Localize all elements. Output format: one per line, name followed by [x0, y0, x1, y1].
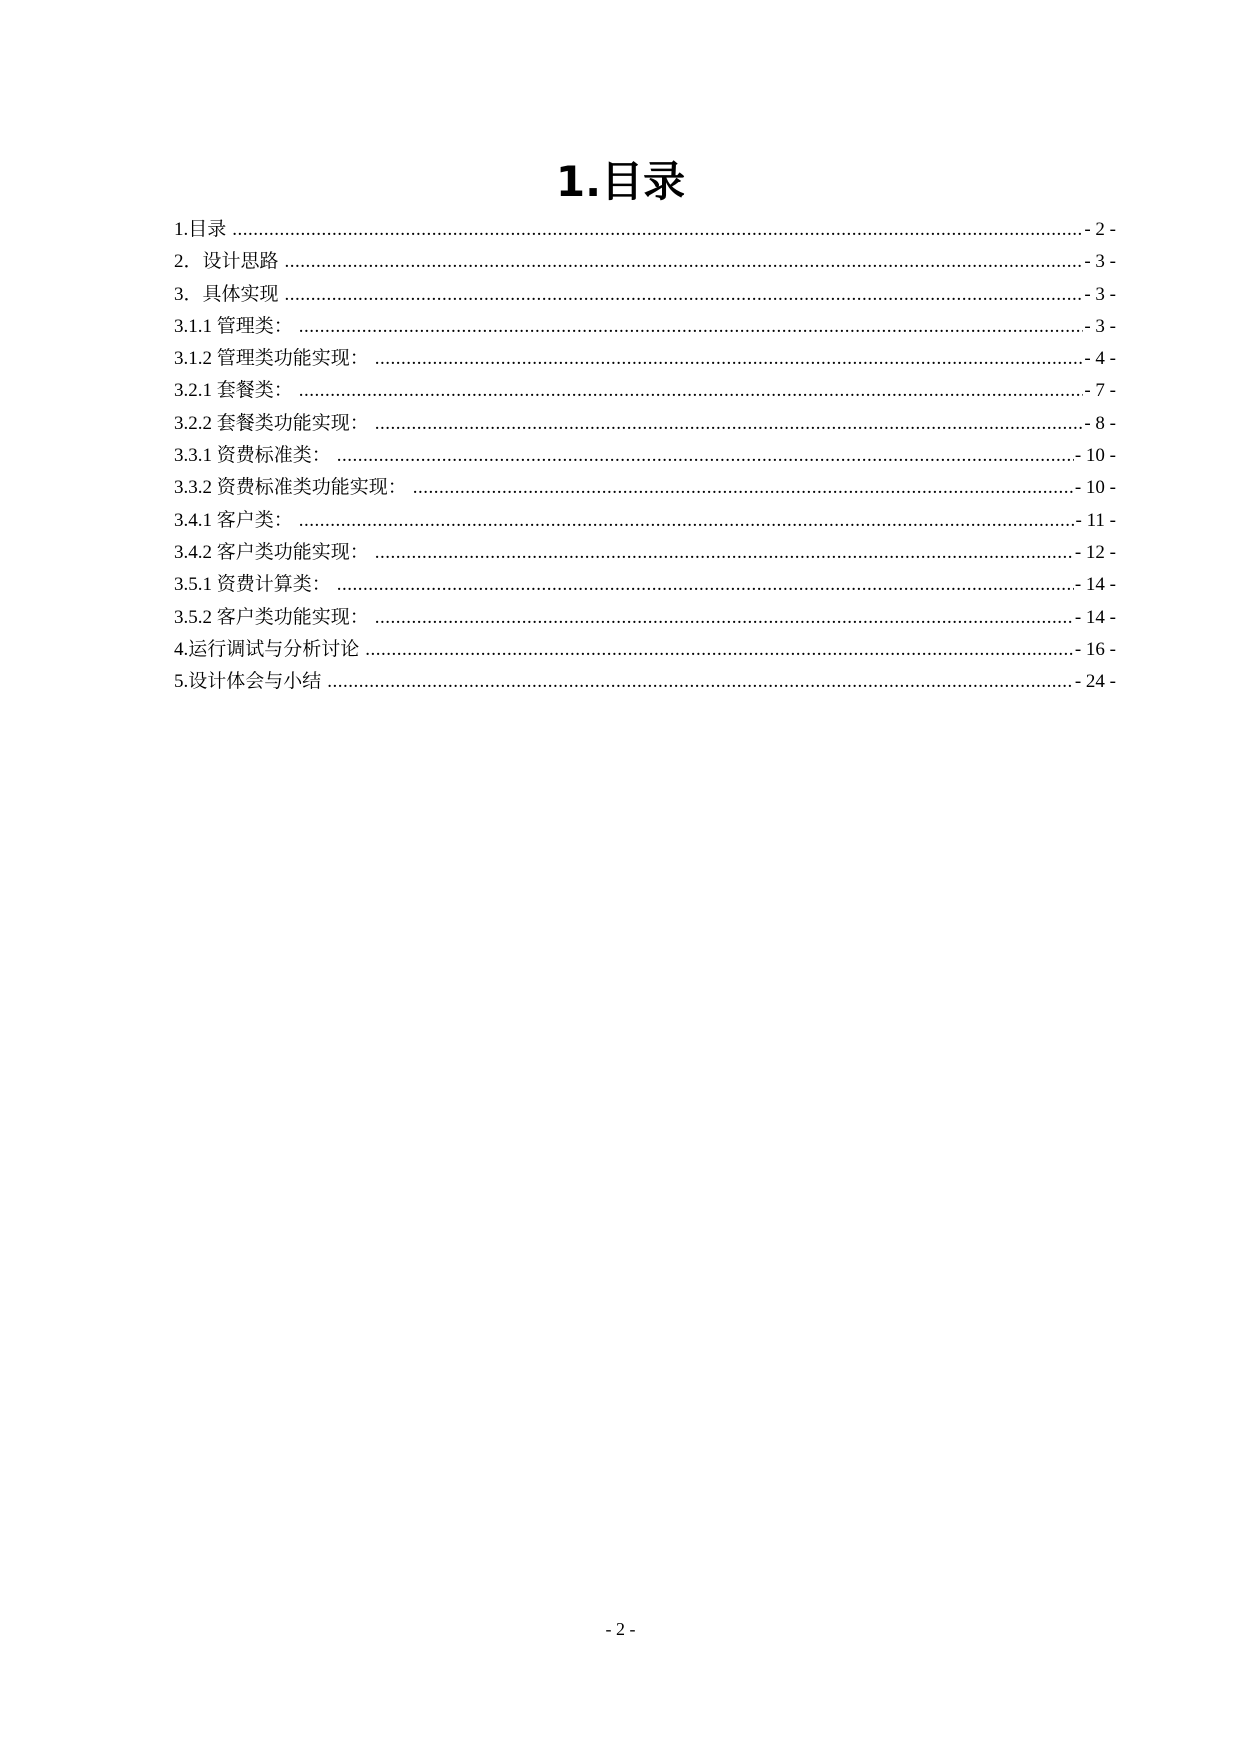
toc-entry[interactable] — [174, 507, 1116, 539]
toc-entry-page: - 12 - — [1074, 541, 1116, 563]
toc-dot-leader — [232, 216, 1083, 244]
toc-dot-leader — [299, 377, 1084, 405]
toc-dot-leader — [375, 604, 1074, 632]
page-number: - 2 - — [605, 1619, 636, 1639]
toc-entry-page: - 16 - — [1074, 638, 1116, 660]
toc-entry[interactable] — [174, 410, 1116, 442]
toc-entry-page: - 24 - — [1074, 671, 1116, 693]
toc-entry-label: 5.设计体会与小结 — [174, 671, 322, 693]
toc-dot-leader — [285, 281, 1084, 309]
toc-dot-leader — [365, 636, 1074, 664]
toc-entry[interactable] — [174, 539, 1116, 571]
toc-entry-page: - 7 - — [1084, 380, 1116, 402]
page-title: 1.目录 — [555, 157, 686, 206]
toc-entry-label: 2．设计思路 — [174, 251, 279, 273]
toc-entry-label: 3.1.1 管理类： — [174, 315, 293, 337]
toc-entry-page: - 8 - — [1084, 412, 1116, 434]
toc-entry-page: - 11 - — [1075, 509, 1116, 531]
toc-entry-label: 3.3.1 资费标准类： — [174, 445, 331, 467]
toc-entry[interactable] — [174, 313, 1116, 345]
toc-entry[interactable] — [174, 604, 1116, 636]
toc-dot-leader — [299, 313, 1084, 341]
toc-dot-leader — [337, 571, 1074, 599]
toc-entry[interactable] — [174, 571, 1116, 603]
toc-dot-leader — [375, 345, 1084, 373]
toc-entry[interactable] — [174, 377, 1116, 409]
toc-entry-page: - 14 - — [1074, 606, 1116, 628]
toc-dot-leader — [299, 507, 1075, 535]
toc-entry[interactable] — [174, 281, 1116, 313]
toc-entry-label: 3.5.2 客户类功能实现： — [174, 606, 369, 628]
toc-entry-page: - 3 - — [1084, 283, 1116, 305]
toc-dot-leader — [413, 474, 1074, 502]
toc-entry[interactable] — [174, 636, 1116, 668]
toc-dot-leader — [375, 539, 1074, 567]
toc-entry[interactable] — [174, 345, 1116, 377]
toc-entry-page: - 10 - — [1074, 445, 1116, 467]
toc-entry[interactable] — [174, 668, 1116, 700]
toc-entry-label: 4.运行调试与分析讨论 — [174, 638, 360, 660]
toc-dot-leader — [337, 442, 1074, 470]
toc-entry-page: - 10 - — [1074, 477, 1116, 499]
toc-entry-page: - 4 - — [1084, 348, 1116, 370]
toc-entry-label: 3.4.2 客户类功能实现： — [174, 541, 369, 563]
toc-entry[interactable] — [174, 442, 1116, 474]
toc-dot-leader — [327, 668, 1074, 696]
toc-entry[interactable] — [174, 248, 1116, 280]
toc-dot-leader — [375, 410, 1084, 438]
toc-entry[interactable] — [174, 216, 1116, 248]
toc-entry-label: 3.3.2 资费标准类功能实现： — [174, 477, 407, 499]
toc-entry-label: 3.1.2 管理类功能实现： — [174, 348, 369, 370]
toc-entry-page: - 14 - — [1074, 574, 1116, 596]
toc-entry-label: 3.2.1 套餐类： — [174, 380, 293, 402]
toc-entry[interactable] — [174, 474, 1116, 506]
toc-entry-page: - 2 - — [1084, 219, 1116, 240]
toc-entry-page: - 3 - — [1084, 251, 1116, 273]
toc-dot-leader — [285, 248, 1084, 276]
toc-entry-label: 3.4.1 客户类： — [174, 509, 293, 531]
toc-entry-label: 1.目录 — [174, 219, 227, 240]
toc-entry-label: 3．具体实现 — [174, 283, 279, 305]
toc-entry-label: 3.5.1 资费计算类： — [174, 574, 331, 596]
toc-entry-page: - 3 - — [1084, 315, 1116, 337]
table-of-contents — [174, 216, 1116, 700]
toc-entry-label: 3.2.2 套餐类功能实现： — [174, 412, 369, 434]
